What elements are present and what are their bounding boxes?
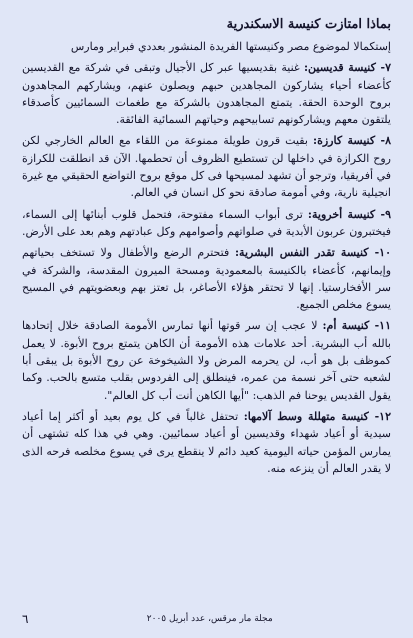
- paragraph-heading: ١٢- كنيسة متهللة وسط آلامها:: [243, 409, 391, 423]
- intro-paragraph: [22, 38, 391, 55]
- paragraph-heading: ١١- كنيسة أم:: [322, 319, 391, 333]
- paragraph-text: غنية بقديسيها عبر كل الأجيال وتبقى في شركة مع القديسين كأعضاء أحياء يشاركون المجاهدين حبهم ويصلون عنهم، ويشاركهم المجاهدون بروح الوحدة الحقة. يتمتع المجاهدون بالشركة مع طغمات السمائيين كأصدقاء يلتقون معهم ويشاركونهم تسابيحهم وحياتهم السمائية الفائقة.: [22, 61, 391, 127]
- paragraph-text: ترى أبواب السماء مفتوحة، فتحمل قلوب أبنائها إلى السماء، فيختبرون عربون الأبدية في صلواتهم وأصوامهم وكل عبادتهم وهم بعد على الأرض.: [22, 207, 391, 238]
- page-number: ٦: [22, 612, 29, 626]
- page-footer: [22, 610, 391, 628]
- paragraph-eschatological-church: [22, 206, 391, 241]
- article-body: [22, 38, 391, 477]
- publication-info: مجلة مار مرقس، عدد أبريل ٢٠٠٥: [146, 614, 273, 624]
- paragraph-heading: ٧- كنيسة قديسين:: [303, 61, 391, 75]
- paragraph-saints-church: [22, 59, 391, 128]
- paragraph-text: بقيت قرون طويلة ممنوعة من اللقاء مع العالم الخارجي لكن روح الكرازة في داخلها لن تستطيع الظروف أن تحطمها. الآن قد انطلقت للكرازة في أفريقيا، وترجو أن تشهد لمسيحها فى كل موقع بروح التواضع الحقيقي مع غيرة انجيلية نارية، وفي أمومة صادقة نحو كل انسان في العالم.: [22, 134, 391, 200]
- paragraph-joyful-church: [22, 408, 391, 477]
- paragraph-text: تحتفل غالباً في كل يوم بعيد أو أكثر إما أعياد سيدية أو أعياد شهداء وقديسين أو أعياد سمائيين. وهي في هذا كله تشتهى أن يمارس المؤمن حياته اليومية كعيد دائم لا ينقطع يرى في يسوع مخلصه فرحه الذى لا يقدر العالم أن ينزعه منه.: [22, 409, 391, 475]
- paragraph-human-soul-church: [22, 244, 391, 313]
- paragraph-heading: ١٠- كنيسة تقدر النفس البشرية:: [234, 246, 391, 260]
- paragraph-preaching-church: [22, 132, 391, 201]
- intro-text: إستكمالا لموضوع مصر وكنيستها الفريدة المنشور بعددي فبراير ومارس: [70, 40, 391, 53]
- paragraph-heading: ٩- كنيسة أخروية:: [307, 207, 391, 221]
- paragraph-mother-church: [22, 317, 391, 403]
- paragraph-heading: ٨- كنيسة كارزة:: [313, 134, 391, 148]
- paragraph-text: لا عجب إن سر قوتها أنها تمارس الأمومة الصادقة خلال إتحادها بالله أب البشرية. أحد علامات هذه الأمومة أن الكاهن يتمتع بروح الأبوة. لا يعمل كموظف بل هو أب، لن يحرمه المرض ولا الشيخوخة عن روح الأبوة بل يبقى أبا لشعبه حتى آخر نسمة من عمره، فينطلق إلى الفردوس بقلب متسع بالحب. وكما يقول القديس يوحنا فم الذهب: "أيها الكاهن أنت أب كل العالم".: [22, 319, 391, 402]
- paragraph-text: فتحترم الرضع والأطفال ولا تستخف بحياتهم وإيمانهم، كأعضاء بالكنيسة بالمعمودية ومسحة الميرون المقدسة، والشركة في سر الأفخارستيا. إنها لا تحتقر هؤلاء الأصاغر، بل تعتز بهم وبعضويتهم في المسيح يسوع مخلص الجميع.: [22, 246, 391, 312]
- document-title: بماذا امتازت كنيسة الاسكندرية: [226, 17, 391, 32]
